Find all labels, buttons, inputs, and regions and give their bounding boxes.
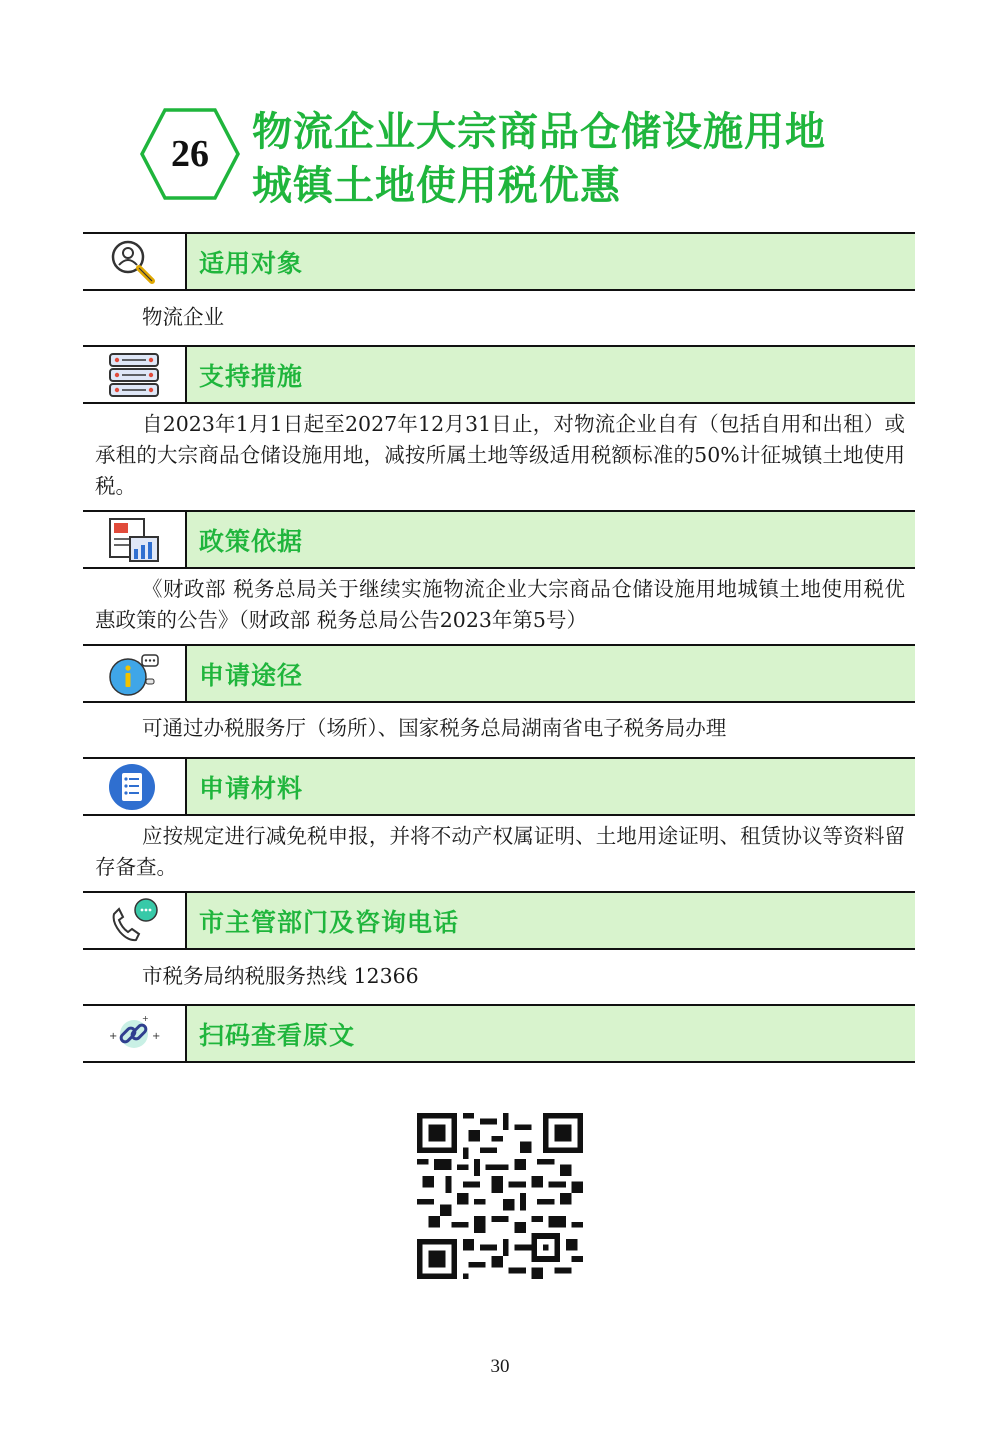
svg-text:+: + bbox=[151, 1030, 160, 1042]
section-content-materials: 应按规定进行减免税申报，并将不动产权属证明、土地用途证明、租赁协议等资料留存备查。 bbox=[95, 824, 905, 879]
section-header-applicable bbox=[83, 232, 915, 291]
section-content-channel: 可通过办税服务厅（场所）、国家税务总局湖南省电子税务局办理 bbox=[142, 716, 727, 740]
document-chart-icon bbox=[83, 512, 184, 567]
section-header-channel bbox=[83, 644, 915, 703]
section-header-materials bbox=[83, 757, 915, 816]
section-label: 支持措施 bbox=[185, 347, 915, 402]
section-label: 申请材料 bbox=[185, 759, 915, 814]
section-content-measures: 自2023年1月1日起至2027年12月31日止，对物流企业自有（包括自用和出租）或承租的大宗商品仓储设施用地，减按所属土地等级适用税额标准的50%计征城镇土地使用税。 bbox=[95, 412, 905, 498]
page-number: 30 bbox=[490, 1356, 510, 1377]
section-label: 申请途径 bbox=[185, 646, 915, 701]
qr-code-image[interactable] bbox=[417, 1113, 583, 1279]
section-header-scan bbox=[83, 1004, 915, 1063]
magnifier-person-icon bbox=[83, 234, 184, 289]
section-content-contact: 市税务局纳税服务热线 12366 bbox=[142, 964, 419, 988]
link-icon bbox=[83, 1006, 184, 1061]
section-label: 政策依据 bbox=[185, 512, 915, 567]
item-number: 26 bbox=[171, 133, 209, 175]
section-label: 市主管部门及咨询电话 bbox=[185, 893, 915, 948]
phone-chat-icon bbox=[83, 893, 184, 948]
checklist-icon bbox=[83, 759, 184, 814]
section-header-contact bbox=[83, 891, 915, 950]
svg-text:+: + bbox=[141, 1013, 149, 1023]
title-line-1: 物流企业大宗商品仓储设施用地 bbox=[252, 108, 826, 155]
section-header-measures bbox=[83, 345, 915, 404]
section-label: 扫码查看原文 bbox=[185, 1006, 915, 1061]
info-bubble-icon bbox=[83, 646, 184, 701]
svg-text:+: + bbox=[108, 1030, 117, 1042]
section-header-policy bbox=[83, 510, 915, 569]
section-content-applicable: 物流企业 bbox=[142, 305, 224, 329]
server-list-icon bbox=[83, 347, 184, 402]
title-block bbox=[140, 92, 960, 212]
section-label: 适用对象 bbox=[185, 234, 915, 289]
title-line-2: 城镇土地使用税优惠 bbox=[252, 162, 621, 209]
section-content-policy: 《财政部 税务总局关于继续实施物流企业大宗商品仓储设施用地城镇土地使用税优惠政策的公告》（财政部 税务总局公告2023年第5号） bbox=[95, 577, 905, 632]
